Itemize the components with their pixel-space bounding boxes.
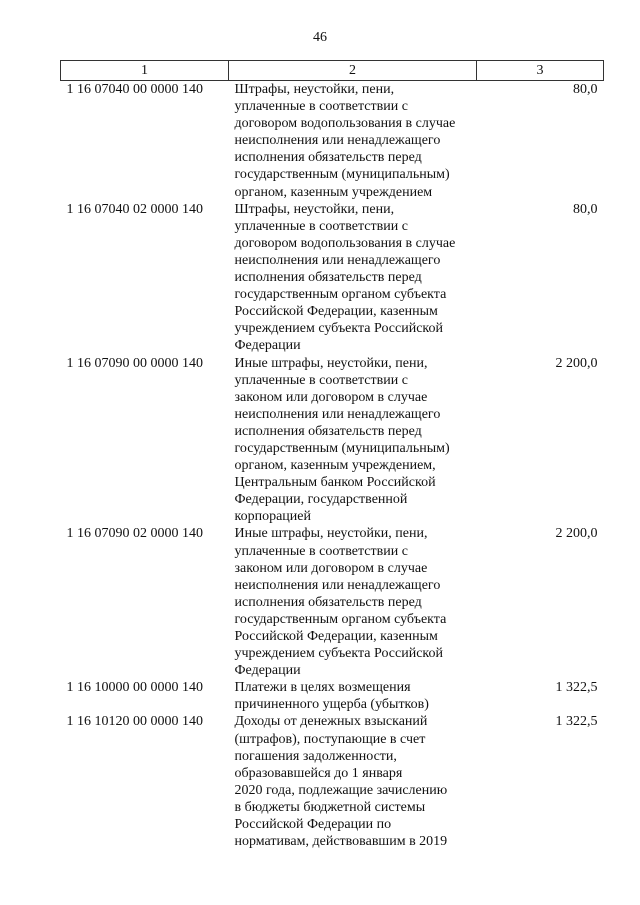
revenue-description-cell xyxy=(229,201,477,355)
revenue-description-cell xyxy=(229,713,477,850)
amount-cell: 2 200,0 xyxy=(555,526,598,542)
page-number: 46 xyxy=(313,30,327,45)
description-line: неисполнения или ненадлежащего xyxy=(234,252,441,268)
description-line: образовавшейся до 1 января xyxy=(234,765,403,781)
description-line: неисполнения или ненадлежащего xyxy=(234,133,441,149)
description-line: государственным (муниципальным) xyxy=(234,440,450,456)
description-line: Иные штрафы, неустойки, пени, xyxy=(234,355,428,371)
description-line: нормативам, действовавшим в 2019 xyxy=(234,834,448,850)
table-row xyxy=(61,679,604,713)
amount-cell: 80,0 xyxy=(573,82,598,97)
description-line: Федерации, государственной xyxy=(234,492,408,508)
column-header-description: 2 xyxy=(229,61,477,81)
amount-cell: 80,0 xyxy=(573,201,598,217)
amount-cell: 1 322,5 xyxy=(555,714,598,730)
revenue-description-cell xyxy=(229,355,477,526)
description-line: (штрафов), поступающие в счет xyxy=(234,731,426,747)
description-line: учреждением субъекта Российской xyxy=(234,321,444,337)
description-line: исполнения обязательств перед xyxy=(234,423,422,439)
description-line: Платежи в целях возмещения xyxy=(234,680,411,696)
description-line: корпорацией xyxy=(234,509,311,525)
table-row xyxy=(61,81,604,201)
revenue-code-cell: 1 16 07090 00 0000 140 xyxy=(66,355,203,371)
revenue-description-cell xyxy=(229,81,477,201)
description-line: государственным органом субъекта xyxy=(234,611,447,627)
amount-cell: 2 200,0 xyxy=(555,355,598,371)
description-line: Российской Федерации по xyxy=(234,817,392,833)
description-line: государственным (муниципальным) xyxy=(234,167,450,183)
table-body xyxy=(61,81,604,851)
description-line: органом, казенным учреждением xyxy=(234,184,433,200)
description-line: неисполнения или ненадлежащего xyxy=(234,406,441,422)
revenue-code-cell: 1 16 07090 02 0000 140 xyxy=(66,526,203,542)
description-line: исполнения обязательств перед xyxy=(234,150,422,166)
budget-revenue-table xyxy=(60,60,604,850)
description-line: погашения задолженности, xyxy=(234,748,397,764)
column-number-header-row xyxy=(61,61,604,81)
description-line: государственным органом субъекта xyxy=(234,287,447,303)
description-line: Российской Федерации, казенным xyxy=(234,629,438,644)
description-line: уплаченные в соответствии с xyxy=(234,218,408,234)
description-line: Федерации xyxy=(234,338,301,354)
description-line: законом или договором в случае xyxy=(234,389,428,405)
description-line: уплаченные в соответствии с xyxy=(234,99,408,115)
description-line: уплаченные в соответствии с xyxy=(234,543,408,559)
description-line: уплаченные в соответствии с xyxy=(234,372,408,388)
table-row xyxy=(61,525,604,679)
description-line: Доходы от денежных взысканий xyxy=(234,714,428,730)
amount-cell: 1 322,5 xyxy=(555,680,598,696)
column-header-code: 1 xyxy=(61,61,229,81)
revenue-code-cell: 1 16 07040 02 0000 140 xyxy=(66,201,203,217)
description-line: Российской Федерации, казенным xyxy=(234,304,438,320)
table-row xyxy=(61,355,604,526)
column-header-amount: 3 xyxy=(477,61,604,81)
description-line: учреждением субъекта Российской xyxy=(234,646,444,662)
description-line: 2020 года, подлежащие зачислению xyxy=(234,782,448,798)
description-line: исполнения обязательств перед xyxy=(234,594,422,610)
description-line: Федерации xyxy=(234,663,301,679)
revenue-code-cell: 1 16 10000 00 0000 140 xyxy=(66,680,203,696)
revenue-description-cell xyxy=(229,679,477,713)
description-line: Штрафы, неустойки, пени, xyxy=(234,201,395,217)
revenue-description-cell xyxy=(229,525,477,679)
description-line: Иные штрафы, неустойки, пени, xyxy=(234,526,428,542)
description-line: договором водопользования в случае xyxy=(234,235,456,251)
revenue-code-cell: 1 16 07040 00 0000 140 xyxy=(66,82,203,97)
description-line: исполнения обязательств перед xyxy=(234,270,422,286)
description-line: причиненного ущерба (убытков) xyxy=(234,697,429,713)
description-line: в бюджеты бюджетной системы xyxy=(234,799,426,815)
description-line: Центральным банком Российской xyxy=(234,475,436,491)
description-line: неисполнения или ненадлежащего xyxy=(234,577,441,593)
description-line: законом или договором в случае xyxy=(234,560,428,576)
revenue-code-cell: 1 16 10120 00 0000 140 xyxy=(66,714,203,730)
table-row xyxy=(61,201,604,355)
description-line: органом, казенным учреждением, xyxy=(234,458,436,474)
description-line: договором водопользования в случае xyxy=(234,116,456,132)
table-row xyxy=(61,713,604,850)
description-line: Штрафы, неустойки, пени, xyxy=(234,82,395,97)
